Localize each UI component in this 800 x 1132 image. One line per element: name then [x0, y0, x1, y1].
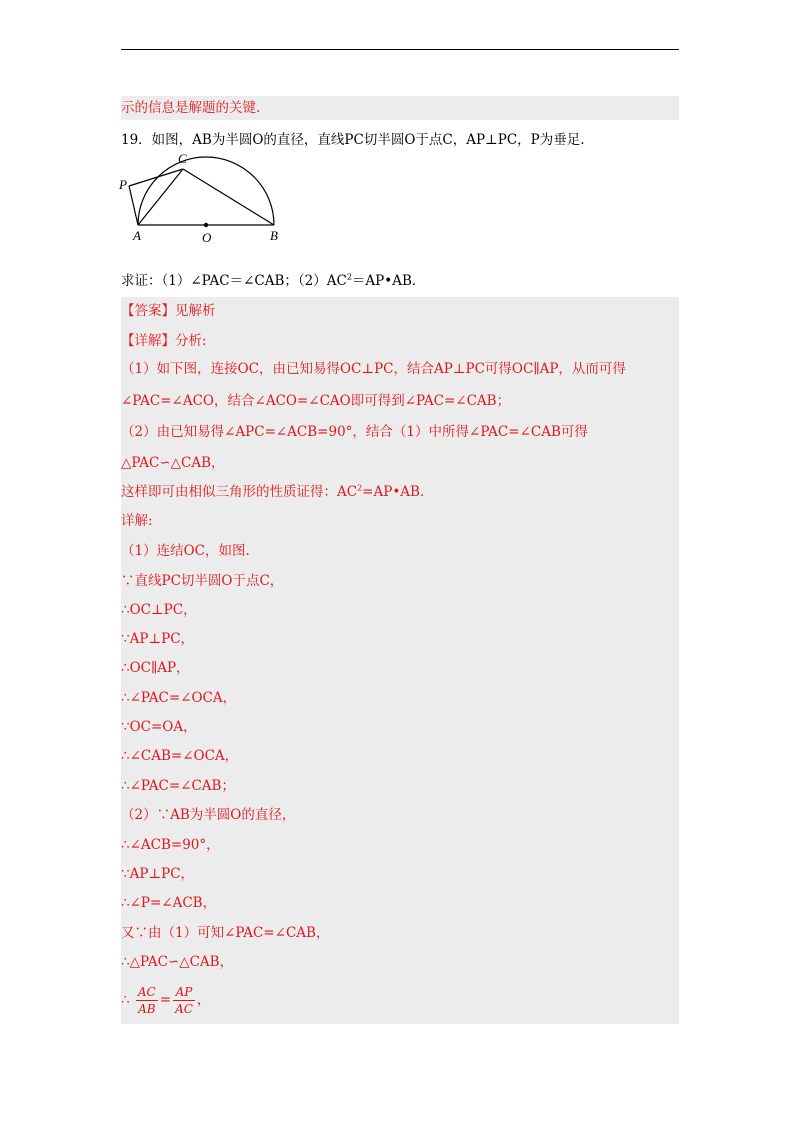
geometry-figure: [116, 151, 296, 246]
fraction-denominator: AB: [138, 1002, 156, 1016]
fraction-numerator: AC: [137, 985, 156, 999]
analysis-line: △PAC∽△CAB，: [121, 455, 225, 471]
prove-statement: [121, 272, 425, 290]
analysis-conclusion: [121, 483, 424, 501]
proof-step: 又∵由（1）可知∠PAC=∠CAB，: [121, 925, 330, 941]
proof-step: ∴∠CAB=∠OCA，: [121, 748, 239, 764]
proof-step: ∴∠P=∠ACB，: [121, 895, 217, 911]
problem-statement: 19．如图，AB为半圆O的直径，直线PC切半圆O于点C，AP⊥PC，P为垂足.: [121, 132, 585, 148]
proof-step: ∴∠ACB=90°，: [121, 837, 220, 853]
final-ratio-equation: [121, 983, 210, 1017]
proof-step: ∴OC⊥PC，: [121, 602, 197, 618]
segment-ac: [138, 169, 183, 225]
proof-step: （2）∵AB为半圆O的直径，: [121, 807, 296, 823]
segment-cb: [183, 169, 274, 225]
tangent-pc: [129, 169, 183, 186]
prove-suffix: ＝AP•AB．: [351, 273, 426, 289]
trailing-comma: ，: [196, 992, 211, 1008]
label-a: A: [133, 228, 141, 243]
prove-exponent: 2: [346, 272, 352, 282]
proof-step: ∵直线PC切半圆O于点C，: [121, 573, 284, 589]
fraction-ap-ac: [173, 984, 195, 1017]
conclusion-exponent: 2: [357, 483, 363, 493]
prove-prefix: 求证：（1）∠PAC＝∠CAB；（2）AC: [121, 273, 347, 289]
proof-step: ∵AP⊥PC，: [121, 631, 195, 647]
proof-step: ∴∠PAC=∠OCA，: [121, 690, 237, 706]
proof-step: （1）连结OC，如图.: [121, 543, 250, 559]
analysis-line: ∠PAC=∠ACO，结合∠ACO=∠CAO即可得到∠PAC=∠CAB；: [121, 393, 511, 409]
detail-label: 详解:: [121, 513, 153, 529]
label-p: P: [119, 177, 127, 192]
therefore-symbol: ∴: [121, 992, 130, 1008]
proof-step: ∴∠PAC=∠CAB；: [121, 778, 235, 794]
semicircle-arc: [138, 157, 274, 225]
proof-step: ∴OC∥AP，: [121, 660, 190, 676]
conclusion-suffix: =AP•AB.: [362, 484, 425, 500]
equals-sign: =: [159, 992, 172, 1008]
fraction-denominator: AC: [175, 1002, 193, 1016]
center-point-o: [204, 223, 208, 227]
conclusion-prefix: 这样即可由相似三角形的性质证得：AC: [121, 484, 358, 500]
label-o: O: [202, 230, 212, 245]
analysis-label: 【详解】分析:: [121, 333, 207, 349]
analysis-line: （1）如下图，连接OC，由已知易得OC⊥PC，结合AP⊥PC可得OC∥AP，从而可得: [121, 361, 626, 377]
previous-solution-tail: 示的信息是解题的关键.: [121, 100, 261, 116]
analysis-line: （2）由已知易得∠APC=∠ACB=90°，结合（1）中所得∠PAC=∠CAB可得: [121, 424, 588, 440]
header-rule: [121, 49, 679, 50]
proof-step: ∵AP⊥PC，: [121, 866, 195, 882]
label-c: C: [178, 151, 187, 166]
fraction-numerator: AP: [173, 984, 195, 1001]
proof-step: ∵OC=OA，: [121, 719, 197, 735]
fraction-ac-ab: [136, 984, 158, 1017]
proof-step: ∴△PAC∽△CAB，: [121, 954, 234, 970]
segment-ap: [129, 186, 138, 225]
label-b: B: [270, 228, 278, 243]
answer-label: 【答案】见解析: [121, 303, 216, 319]
